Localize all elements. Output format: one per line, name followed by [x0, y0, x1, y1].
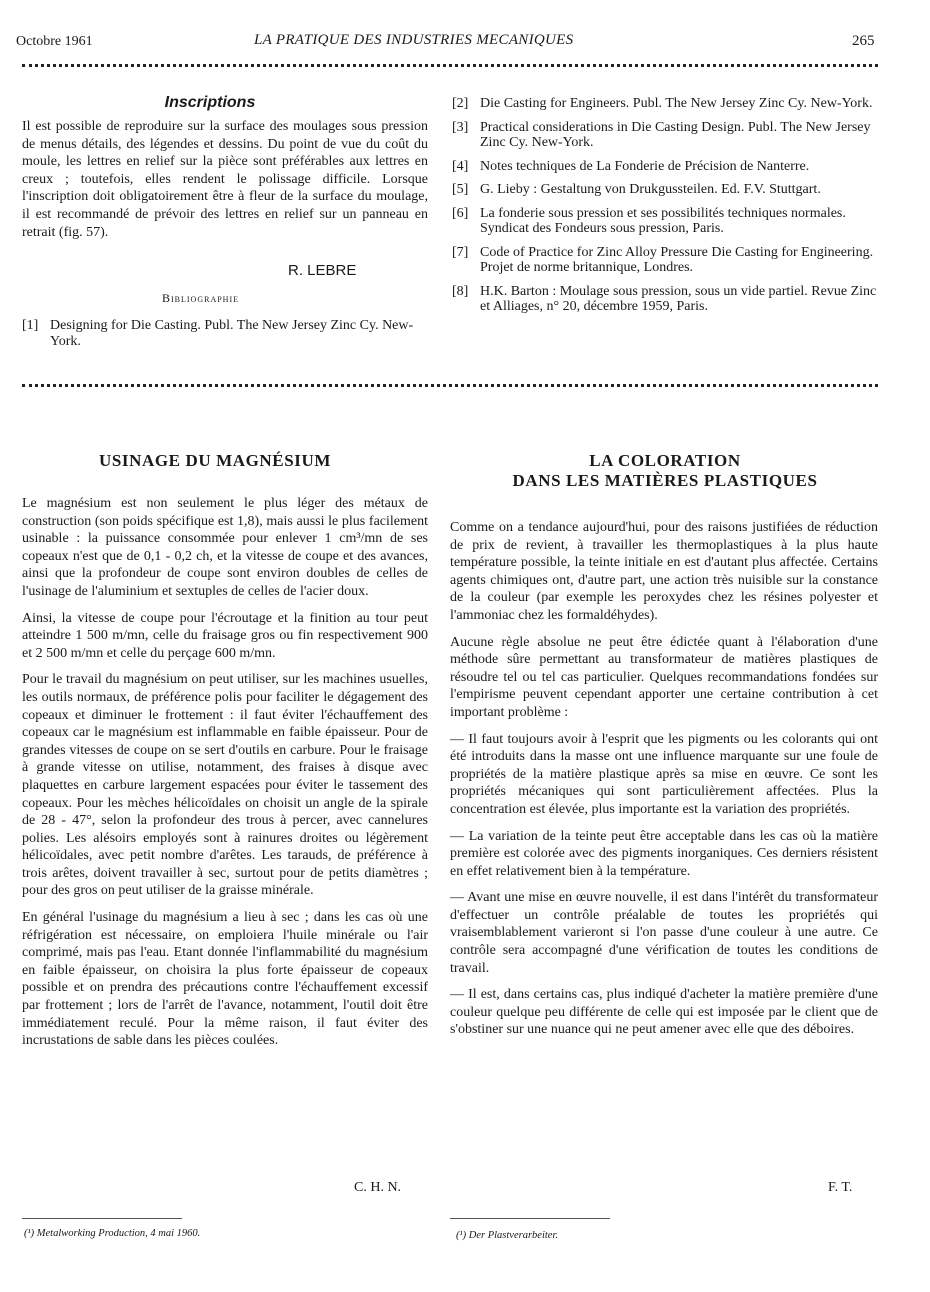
ref-number: [6] — [452, 205, 469, 221]
footnote-rule — [22, 1218, 182, 1219]
ref-text: Designing for Die Casting. Publ. The New Jersey Zinc Cy. New-York. — [50, 318, 414, 349]
ref-text: Code of Practice for Zinc Alloy Pressure Die Casting for Engineering. Projet de norme britannique, Londres. — [480, 244, 874, 275]
ref-text: Die Casting for Engineers. Publ. The New Jersey Zinc Cy. New-York. — [480, 96, 873, 111]
coloration-title-line1: LA COLORATION — [589, 451, 741, 470]
coloration-paragraph: — Avant une mise en œuvre nouvelle, il est dans l'intérêt du transformateur d'effectuer un contrôle préalable de toutes les propriétés qui vraisemblablement varieront si l'on passe d'une couleur à une autre. Ce contrôle sera accompagné d'une vérification de toutes les conditions de travail. — [450, 890, 878, 976]
inscriptions-paragraph: Il est possible de reproduire sur la surface des moulages sous pression de menus détails, des légendes et dessins. Du point de vue du coût du moule, les lettres en relief sur la pièce sont préférables aux lettres en creux ; toutefois, elles rendent le polissage difficile. Lorsque l'inscription doit obligatoirement être à fleur de la surface du moulage, il est recommandé de prévoir des lettres en relief sur un panneau en retrait (fig. 57). — [22, 119, 428, 240]
magnesium-title: USINAGE DU MAGNÉSIUM — [98, 451, 332, 470]
inscriptions-body — [22, 118, 428, 250]
header-divider — [22, 64, 878, 67]
bibliography-list-right — [452, 96, 878, 323]
magnesium-paragraph: Ainsi, la vitesse de coupe pour l'écroutage et la finition au tour peut atteindre 1 500 m/mn, celle du fraisage gros ou fin respectivement 900 et 2 500 m/mn et celle du perçage 600 m/mn. — [22, 610, 428, 661]
coloration-signature: F. T. — [828, 1180, 853, 1195]
ref-number: [5] — [452, 182, 469, 197]
bibliography-list-left — [22, 318, 428, 357]
ref-number: [7] — [452, 244, 469, 260]
coloration-paragraph: — Il est, dans certains cas, plus indiqué d'acheter la matière première d'une couleur quelque peu différente de celle qui est imposée par le client que de s'obstiner sur une nuance qui ne peut amener avec elle que des déboires. — [450, 987, 878, 1038]
bibliography-ref — [452, 182, 878, 198]
coloration-paragraph: — Il faut toujours avoir à l'esprit que les pigments ou les colorants qui ont été introduits dans la masse ont une influence marquante sur une foule de propriétés de la matière plastique après sa mise en œuvre. Ce sont les propriétés mécaniques qui sont particulièrement affectées. Plus la concentration est élevée, plus importante est la variation des propriétés. — [450, 731, 878, 817]
ref-number: [8] — [452, 283, 469, 299]
bibliography-ref — [452, 206, 878, 237]
inscriptions-heading: Inscriptions — [164, 94, 256, 111]
bibliography-ref — [452, 120, 878, 151]
ref-text: La fonderie sous pression et ses possibilités techniques normales. Syndicat des Fondeurs sous pression, Paris. — [480, 205, 846, 236]
bibliography-ref — [22, 318, 428, 349]
ref-text: Practical considerations in Die Casting Design. Publ. The New Jersey Zinc Cy. New-York. — [480, 119, 871, 150]
bibliography-ref — [452, 245, 878, 276]
ref-text: G. Lieby : Gestaltung von Drukgussteilen. Ed. F.V. Stuttgart. — [480, 182, 821, 197]
issue-date: Octobre 1961 — [16, 34, 93, 49]
ref-text: Notes techniques de La Fonderie de Précision de Nanterre. — [480, 158, 810, 174]
ref-number: [1] — [22, 318, 39, 333]
magnesium-paragraph: Le magnésium est non seulement le plus léger des métaux de construction (son poids spécifique est 1,8), mais aussi le plus facilement usinable : la puissance consommée pour enlever 1 cm³/mn de ses copeaux n'est que de 0,1 - 0,2 ch, et la vitesse de coupe et des avances, ainsi que la profondeur de coupe sont environ doubles de celles de l'usinage de l'aluminium et sextuples de celles de l'acier doux. — [22, 496, 428, 599]
ref-text: H.K. Barton : Moulage sous pression, sous un vide partiel. Revue Zinc et Alliages, n° 20, décembre 1959, Paris. — [480, 283, 877, 314]
coloration-body — [450, 519, 878, 1048]
magnesium-signature: C. H. N. — [354, 1180, 402, 1195]
coloration-paragraph: Aucune règle absolue ne peut être édictée quant à l'élaboration d'une méthode sûre permettant au transformateur de matières plastiques de résoudre tel ou tel cas particulier. Quelques recommandations fondées sur l'empirisme peuvent cependant apporter une certaine contribution à cet important problème : — [450, 634, 878, 720]
coloration-paragraph: — La variation de la teinte peut être acceptable dans les cas où la matière première est colorée avec des pigments inorganiques. Ces derniers résistent en effet relativement bien à la température. — [450, 828, 878, 879]
ref-number: [3] — [452, 119, 469, 135]
bibliography-ref — [452, 159, 878, 175]
bibliography-heading: Bibliographie — [162, 291, 239, 305]
journal-title: LA PRATIQUE DES INDUSTRIES MECANIQUES — [254, 32, 574, 48]
magnesium-footnote: (¹) Metalworking Production, 4 mai 1960. — [24, 1228, 201, 1239]
coloration-title — [470, 451, 860, 491]
bibliography-ref — [452, 96, 878, 112]
magnesium-paragraph: En général l'usinage du magnésium a lieu à sec ; dans les cas où une réfrigération est nécessaire, on emploiera l'huile minérale ou l'air comprimé, mais pas l'eau. Etant donnée l'inflammabilité du magnésium en faible épaisseur, on choisira la plus forte épaisseur de copeaux possible et on prendra des précautions contre l'échauffement excessif par frottement ; lors de l'arrêt de l'avance, notamment, l'outil doit être immédiatement reculé. Pour la même raison, il faut éviter des incrustations de sable dans les pièces coulées. — [22, 910, 428, 1049]
page-number: 265 — [852, 33, 875, 49]
coloration-title-line2: DANS LES MATIÈRES PLASTIQUES — [512, 471, 818, 490]
coloration-footnote: (¹) Der Plastverarbeiter. — [456, 1230, 559, 1241]
ref-number: [2] — [452, 96, 469, 111]
footnote-rule — [450, 1218, 610, 1219]
ref-number: [4] — [452, 158, 469, 174]
magnesium-paragraph: Pour le travail du magnésium on peut utiliser, sur les machines usuelles, les outils normaux, de préférence polis pour faciliter le dégagement des copeaux et diminuer le frottement : il faut éviter l'échauffement des copeaux car le magnésium est inflammable en faible épaisseur. Pour de grandes vitesses de coupe on se sert d'outils en carbure. Pour le fraisage à grande vitesse on utilise, notamment, des fraises à disque avec plaquettes en carbure largement espacées pour éviter le tassement des copeaux. Pour les mèches hélicoïdales on choisit un angle de la spirale de 28 - 47°, selon la profondeur des trous à percer, avec cannelures polies. Les alésoirs employés sont à rainures droites ou légèrement hélicoïdales, avec petit nombre d'arêtes. Les tarauds, de préférence à trois arêtes, doivent travailler à sec, surtout pour de petits diamètres ; pour des gros on peut utiliser de la graisse minérale. — [22, 672, 428, 899]
bibliography-ref — [452, 284, 878, 315]
magnesium-body — [22, 495, 428, 1059]
section-divider — [22, 384, 878, 387]
coloration-paragraph: Comme on a tendance aujourd'hui, pour des raisons justifiées de réduction de prix de revient, à travailler les thermoplastiques à la plus haute température possible, la teinte initiale en est d'autant plus affectée. Certains agents chimiques ont, d'autre part, une action très nuisible sur la constance de la couleur (par exemple les peroxydes chez les résines polyester et l'ammoniac chez les formaldéhydes). — [450, 520, 878, 623]
inscriptions-signature: R. LEBRE — [288, 262, 357, 279]
